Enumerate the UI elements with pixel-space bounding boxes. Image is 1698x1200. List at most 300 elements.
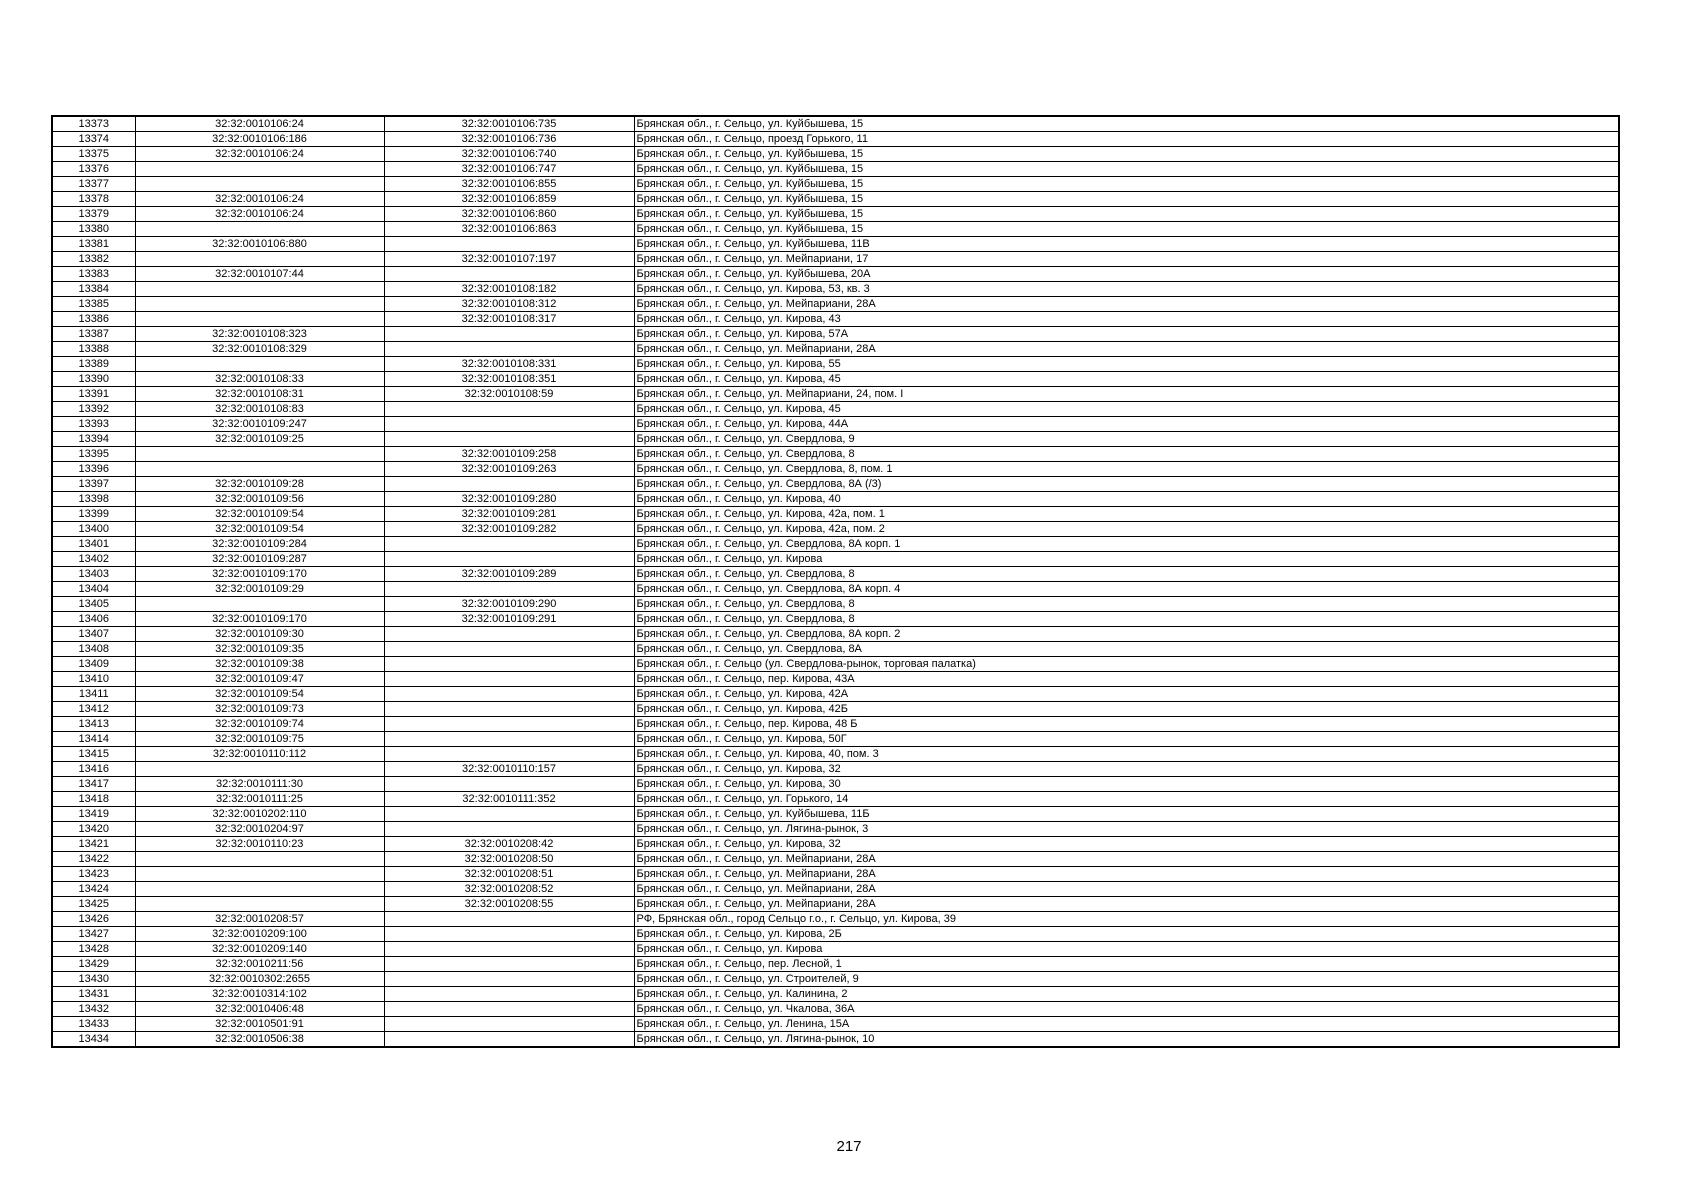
building-cadastral-number-cell: 32:32:0010109:263 (384, 462, 634, 477)
address-cell: Брянская обл., г. Сельцо, ул. Мейпариани, 28А (634, 297, 1619, 312)
building-cadastral-number-cell (384, 927, 634, 942)
building-cadastral-number-cell: 32:32:0010208:55 (384, 897, 634, 912)
building-cadastral-number-cell: 32:32:0010106:863 (384, 222, 634, 237)
table-row (52, 492, 1619, 507)
address-cell: Брянская обл., г. Сельцо, ул. Куйбышева, 15 (634, 162, 1619, 177)
land-cadastral-number-cell: 32:32:0010109:287 (135, 552, 384, 567)
building-cadastral-number-cell (384, 912, 634, 927)
address-cell: Брянская обл., г. Сельцо, ул. Свердлова, 8 (634, 567, 1619, 582)
table-row (52, 762, 1619, 777)
land-cadastral-number-cell: 32:32:0010108:83 (135, 402, 384, 417)
address-cell: Брянская обл., г. Сельцо, ул. Свердлова, 9 (634, 432, 1619, 447)
building-cadastral-number-cell: 32:32:0010208:52 (384, 882, 634, 897)
record-number-cell: 13424 (52, 882, 135, 897)
building-cadastral-number-cell: 32:32:0010108:331 (384, 357, 634, 372)
table-row (52, 447, 1619, 462)
building-cadastral-number-cell: 32:32:0010111:352 (384, 792, 634, 807)
address-cell: Брянская обл., г. Сельцо, ул. Кирова, 43 (634, 312, 1619, 327)
record-number-cell: 13421 (52, 837, 135, 852)
land-cadastral-number-cell: 32:32:0010109:28 (135, 477, 384, 492)
record-number-cell: 13380 (52, 222, 135, 237)
land-cadastral-number-cell: 32:32:0010107:44 (135, 267, 384, 282)
address-cell: Брянская обл., г. Сельцо, ул. Куйбышева, 11Б (634, 807, 1619, 822)
land-cadastral-number-cell: 32:32:0010109:54 (135, 522, 384, 537)
building-cadastral-number-cell: 32:32:0010208:51 (384, 867, 634, 882)
land-cadastral-number-cell: 32:32:0010204:97 (135, 822, 384, 837)
address-cell: Брянская обл., г. Сельцо, ул. Куйбышева, 15 (634, 222, 1619, 237)
building-cadastral-number-cell (384, 642, 634, 657)
building-cadastral-number-cell (384, 687, 634, 702)
building-cadastral-number-cell (384, 582, 634, 597)
record-number-cell: 13416 (52, 762, 135, 777)
table-row (52, 867, 1619, 882)
address-cell: Брянская обл., г. Сельцо (ул. Свердлова-рынок, торговая палатка) (634, 657, 1619, 672)
building-cadastral-number-cell (384, 732, 634, 747)
record-number-cell: 13417 (52, 777, 135, 792)
land-cadastral-number-cell (135, 177, 384, 192)
building-cadastral-number-cell: 32:32:0010106:747 (384, 162, 634, 177)
address-cell: Брянская обл., г. Сельцо, ул. Калинина, 2 (634, 987, 1619, 1002)
building-cadastral-number-cell: 32:32:0010208:42 (384, 837, 634, 852)
address-cell: Брянская обл., г. Сельцо, ул. Кирова, 42а, пом. 2 (634, 522, 1619, 537)
record-number-cell: 13378 (52, 192, 135, 207)
table-row (52, 132, 1619, 147)
record-number-cell: 13415 (52, 747, 135, 762)
land-cadastral-number-cell (135, 762, 384, 777)
table-row (52, 462, 1619, 477)
table-row (52, 252, 1619, 267)
building-cadastral-number-cell (384, 342, 634, 357)
building-cadastral-number-cell: 32:32:0010106:860 (384, 207, 634, 222)
address-cell: Брянская обл., г. Сельцо, ул. Мейпариани, 17 (634, 252, 1619, 267)
table-row (52, 417, 1619, 432)
land-cadastral-number-cell: 32:32:0010111:30 (135, 777, 384, 792)
land-cadastral-number-cell (135, 252, 384, 267)
land-cadastral-number-cell (135, 867, 384, 882)
address-cell: Брянская обл., г. Сельцо, ул. Куйбышева, 15 (634, 177, 1619, 192)
address-cell: Брянская обл., г. Сельцо, ул. Мейпариани, 28А (634, 342, 1619, 357)
record-number-cell: 13396 (52, 462, 135, 477)
land-cadastral-number-cell: 32:32:0010109:25 (135, 432, 384, 447)
building-cadastral-number-cell: 32:32:0010109:291 (384, 612, 634, 627)
land-cadastral-number-cell: 32:32:0010109:56 (135, 492, 384, 507)
address-cell: Брянская обл., г. Сельцо, ул. Свердлова, 8А корп. 1 (634, 537, 1619, 552)
record-number-cell: 13377 (52, 177, 135, 192)
record-number-cell: 13394 (52, 432, 135, 447)
address-cell: Брянская обл., г. Сельцо, ул. Куйбышева, 15 (634, 116, 1619, 132)
building-cadastral-number-cell: 32:32:0010108:59 (384, 387, 634, 402)
table-row (52, 1002, 1619, 1017)
record-number-cell: 13393 (52, 417, 135, 432)
building-cadastral-number-cell (384, 987, 634, 1002)
building-cadastral-number-cell: 32:32:0010108:312 (384, 297, 634, 312)
address-cell: Брянская обл., г. Сельцо, ул. Чкалова, 36А (634, 1002, 1619, 1017)
table-row (52, 882, 1619, 897)
table-row (52, 192, 1619, 207)
table-row (52, 732, 1619, 747)
record-number-cell: 13409 (52, 657, 135, 672)
record-number-cell: 13391 (52, 387, 135, 402)
table-row (52, 912, 1619, 927)
table-row (52, 327, 1619, 342)
register-table-body (52, 116, 1619, 1047)
record-number-cell: 13427 (52, 927, 135, 942)
record-number-cell: 13412 (52, 702, 135, 717)
record-number-cell: 13425 (52, 897, 135, 912)
building-cadastral-number-cell (384, 717, 634, 732)
building-cadastral-number-cell: 32:32:0010106:735 (384, 116, 634, 132)
record-number-cell: 13384 (52, 282, 135, 297)
address-cell: Брянская обл., г. Сельцо, ул. Куйбышева, 15 (634, 147, 1619, 162)
record-number-cell: 13434 (52, 1032, 135, 1048)
land-cadastral-number-cell (135, 297, 384, 312)
address-cell: Брянская обл., г. Сельцо, ул. Кирова, 57А (634, 327, 1619, 342)
table-row (52, 222, 1619, 237)
table-row (52, 357, 1619, 372)
record-number-cell: 13379 (52, 207, 135, 222)
record-number-cell: 13414 (52, 732, 135, 747)
building-cadastral-number-cell (384, 267, 634, 282)
record-number-cell: 13397 (52, 477, 135, 492)
building-cadastral-number-cell (384, 672, 634, 687)
address-cell: Брянская обл., г. Сельцо, ул. Кирова, 55 (634, 357, 1619, 372)
address-cell: Брянская обл., г. Сельцо, ул. Кирова, 45 (634, 402, 1619, 417)
building-cadastral-number-cell (384, 1032, 634, 1048)
land-cadastral-number-cell (135, 882, 384, 897)
record-number-cell: 13374 (52, 132, 135, 147)
address-cell: Брянская обл., г. Сельцо, ул. Свердлова, 8, пом. 1 (634, 462, 1619, 477)
building-cadastral-number-cell: 32:32:0010108:351 (384, 372, 634, 387)
land-cadastral-number-cell: 32:32:0010506:38 (135, 1032, 384, 1048)
table-row (52, 372, 1619, 387)
building-cadastral-number-cell: 32:32:0010109:281 (384, 507, 634, 522)
record-number-cell: 13373 (52, 116, 135, 132)
register-table (51, 115, 1620, 1048)
table-row (52, 282, 1619, 297)
record-number-cell: 13411 (52, 687, 135, 702)
table-row (52, 1032, 1619, 1048)
table-row (52, 267, 1619, 282)
record-number-cell: 13376 (52, 162, 135, 177)
table-row (52, 387, 1619, 402)
land-cadastral-number-cell: 32:32:0010106:24 (135, 147, 384, 162)
table-row (52, 237, 1619, 252)
record-number-cell: 13402 (52, 552, 135, 567)
address-cell: РФ, Брянская обл., город Сельцо г.о., г. Сельцо, ул. Кирова, 39 (634, 912, 1619, 927)
land-cadastral-number-cell (135, 897, 384, 912)
address-cell: Брянская обл., г. Сельцо, пер. Кирова, 48 Б (634, 717, 1619, 732)
building-cadastral-number-cell (384, 942, 634, 957)
page-number: 217 (836, 1138, 862, 1155)
table-row (52, 897, 1619, 912)
building-cadastral-number-cell: 32:32:0010110:157 (384, 762, 634, 777)
table-row (52, 1017, 1619, 1032)
table-row (52, 477, 1619, 492)
address-cell: Брянская обл., г. Сельцо, ул. Кирова, 30 (634, 777, 1619, 792)
table-row (52, 207, 1619, 222)
address-cell: Брянская обл., г. Сельцо, ул. Кирова, 44А (634, 417, 1619, 432)
record-number-cell: 13433 (52, 1017, 135, 1032)
building-cadastral-number-cell (384, 627, 634, 642)
address-cell: Брянская обл., г. Сельцо, ул. Кирова, 40, пом. 3 (634, 747, 1619, 762)
table-row (52, 807, 1619, 822)
record-number-cell: 13405 (52, 597, 135, 612)
table-row (52, 702, 1619, 717)
record-number-cell: 13392 (52, 402, 135, 417)
table-row (52, 522, 1619, 537)
building-cadastral-number-cell (384, 477, 634, 492)
table-row (52, 537, 1619, 552)
land-cadastral-number-cell: 32:32:0010106:880 (135, 237, 384, 252)
table-row (52, 552, 1619, 567)
record-number-cell: 13429 (52, 957, 135, 972)
table-row (52, 942, 1619, 957)
address-cell: Брянская обл., г. Сельцо, ул. Кирова (634, 552, 1619, 567)
address-cell: Брянская обл., г. Сельцо, ул. Кирова (634, 942, 1619, 957)
land-cadastral-number-cell: 32:32:0010106:24 (135, 192, 384, 207)
table-row (52, 597, 1619, 612)
building-cadastral-number-cell: 32:32:0010106:740 (384, 147, 634, 162)
land-cadastral-number-cell: 32:32:0010109:170 (135, 567, 384, 582)
record-number-cell: 13395 (52, 447, 135, 462)
land-cadastral-number-cell: 32:32:0010109:29 (135, 582, 384, 597)
address-cell: Брянская обл., г. Сельцо, ул. Кирова, 53, кв. 3 (634, 282, 1619, 297)
record-number-cell: 13422 (52, 852, 135, 867)
table-row (52, 792, 1619, 807)
address-cell: Брянская обл., г. Сельцо, ул. Кирова, 45 (634, 372, 1619, 387)
address-cell: Брянская обл., г. Сельцо, ул. Свердлова, 8А корп. 4 (634, 582, 1619, 597)
land-cadastral-number-cell: 32:32:0010108:329 (135, 342, 384, 357)
table-row (52, 672, 1619, 687)
table-row (52, 717, 1619, 732)
address-cell: Брянская обл., г. Сельцо, проезд Горького, 11 (634, 132, 1619, 147)
address-cell: Брянская обл., г. Сельцо, ул. Кирова, 32 (634, 762, 1619, 777)
record-number-cell: 13431 (52, 987, 135, 1002)
address-cell: Брянская обл., г. Сельцо, ул. Кирова, 42Б (634, 702, 1619, 717)
record-number-cell: 13406 (52, 612, 135, 627)
land-cadastral-number-cell: 32:32:0010106:24 (135, 207, 384, 222)
table-row (52, 687, 1619, 702)
land-cadastral-number-cell: 32:32:0010108:31 (135, 387, 384, 402)
building-cadastral-number-cell (384, 807, 634, 822)
table-row (52, 507, 1619, 522)
address-cell: Брянская обл., г. Сельцо, ул. Мейпариани, 28А (634, 897, 1619, 912)
address-cell: Брянская обл., г. Сельцо, ул. Кирова, 50Г (634, 732, 1619, 747)
table-row (52, 297, 1619, 312)
record-number-cell: 13375 (52, 147, 135, 162)
land-cadastral-number-cell: 32:32:0010109:47 (135, 672, 384, 687)
record-number-cell: 13423 (52, 867, 135, 882)
table-row (52, 582, 1619, 597)
building-cadastral-number-cell: 32:32:0010108:317 (384, 312, 634, 327)
land-cadastral-number-cell: 32:32:0010109:54 (135, 507, 384, 522)
land-cadastral-number-cell (135, 282, 384, 297)
address-cell: Брянская обл., г. Сельцо, ул. Лягина-рынок, 3 (634, 822, 1619, 837)
address-cell: Брянская обл., г. Сельцо, ул. Свердлова, 8 (634, 612, 1619, 627)
land-cadastral-number-cell: 32:32:0010406:48 (135, 1002, 384, 1017)
land-cadastral-number-cell: 32:32:0010109:73 (135, 702, 384, 717)
address-cell: Брянская обл., г. Сельцо, ул. Кирова, 40 (634, 492, 1619, 507)
table-row (52, 627, 1619, 642)
land-cadastral-number-cell: 32:32:0010106:186 (135, 132, 384, 147)
address-cell: Брянская обл., г. Сельцо, ул. Свердлова, 8А (/3) (634, 477, 1619, 492)
record-number-cell: 13413 (52, 717, 135, 732)
address-cell: Брянская обл., г. Сельцо, ул. Кирова, 32 (634, 837, 1619, 852)
table-row (52, 657, 1619, 672)
land-cadastral-number-cell (135, 597, 384, 612)
land-cadastral-number-cell: 32:32:0010314:102 (135, 987, 384, 1002)
record-number-cell: 13408 (52, 642, 135, 657)
record-number-cell: 13432 (52, 1002, 135, 1017)
land-cadastral-number-cell: 32:32:0010109:284 (135, 537, 384, 552)
table-row (52, 822, 1619, 837)
building-cadastral-number-cell: 32:32:0010106:859 (384, 192, 634, 207)
record-number-cell: 13428 (52, 942, 135, 957)
land-cadastral-number-cell: 32:32:0010209:100 (135, 927, 384, 942)
building-cadastral-number-cell: 32:32:0010208:50 (384, 852, 634, 867)
building-cadastral-number-cell: 32:32:0010107:197 (384, 252, 634, 267)
record-number-cell: 13383 (52, 267, 135, 282)
table-row (52, 432, 1619, 447)
table-row (52, 747, 1619, 762)
address-cell: Брянская обл., г. Сельцо, ул. Строителей, 9 (634, 972, 1619, 987)
land-cadastral-number-cell (135, 222, 384, 237)
building-cadastral-number-cell (384, 957, 634, 972)
building-cadastral-number-cell (384, 747, 634, 762)
building-cadastral-number-cell (384, 327, 634, 342)
table-row (52, 402, 1619, 417)
land-cadastral-number-cell: 32:32:0010109:75 (135, 732, 384, 747)
table-row (52, 927, 1619, 942)
table-row (52, 852, 1619, 867)
address-cell: Брянская обл., г. Сельцо, пер. Лесной, 1 (634, 957, 1619, 972)
land-cadastral-number-cell (135, 312, 384, 327)
land-cadastral-number-cell: 32:32:0010209:140 (135, 942, 384, 957)
record-number-cell: 13403 (52, 567, 135, 582)
land-cadastral-number-cell: 32:32:0010108:33 (135, 372, 384, 387)
address-cell: Брянская обл., г. Сельцо, ул. Кирова, 42А (634, 687, 1619, 702)
address-cell: Брянская обл., г. Сельцо, ул. Свердлова, 8 (634, 597, 1619, 612)
building-cadastral-number-cell: 32:32:0010109:258 (384, 447, 634, 462)
table-row (52, 116, 1619, 132)
building-cadastral-number-cell (384, 702, 634, 717)
building-cadastral-number-cell (384, 777, 634, 792)
land-cadastral-number-cell: 32:32:0010106:24 (135, 116, 384, 132)
building-cadastral-number-cell (384, 537, 634, 552)
record-number-cell: 13398 (52, 492, 135, 507)
land-cadastral-number-cell (135, 162, 384, 177)
record-number-cell: 13401 (52, 537, 135, 552)
building-cadastral-number-cell (384, 657, 634, 672)
address-cell: Брянская обл., г. Сельцо, ул. Свердлова, 8А корп. 2 (634, 627, 1619, 642)
building-cadastral-number-cell (384, 552, 634, 567)
address-cell: Брянская обл., г. Сельцо, ул. Куйбышева, 15 (634, 192, 1619, 207)
address-cell: Брянская обл., г. Сельцо, ул. Кирова, 42а, пом. 1 (634, 507, 1619, 522)
table-row (52, 312, 1619, 327)
building-cadastral-number-cell: 32:32:0010108:182 (384, 282, 634, 297)
address-cell: Брянская обл., г. Сельцо, ул. Кирова, 2Б (634, 927, 1619, 942)
address-cell: Брянская обл., г. Сельцо, ул. Мейпариани, 28А (634, 867, 1619, 882)
address-cell: Брянская обл., г. Сельцо, пер. Кирова, 43А (634, 672, 1619, 687)
record-number-cell: 13430 (52, 972, 135, 987)
record-number-cell: 13385 (52, 297, 135, 312)
record-number-cell: 13381 (52, 237, 135, 252)
building-cadastral-number-cell (384, 1002, 634, 1017)
record-number-cell: 13400 (52, 522, 135, 537)
building-cadastral-number-cell (384, 822, 634, 837)
address-cell: Брянская обл., г. Сельцо, ул. Мейпариани, 28А (634, 852, 1619, 867)
address-cell: Брянская обл., г. Сельцо, ул. Свердлова, 8А (634, 642, 1619, 657)
land-cadastral-number-cell: 32:32:0010202:110 (135, 807, 384, 822)
record-number-cell: 13382 (52, 252, 135, 267)
table-row (52, 777, 1619, 792)
building-cadastral-number-cell (384, 417, 634, 432)
land-cadastral-number-cell: 32:32:0010110:112 (135, 747, 384, 762)
address-cell: Брянская обл., г. Сельцо, ул. Куйбышева, 20А (634, 267, 1619, 282)
land-cadastral-number-cell: 32:32:0010109:74 (135, 717, 384, 732)
record-number-cell: 13407 (52, 627, 135, 642)
record-number-cell: 13426 (52, 912, 135, 927)
table-row (52, 612, 1619, 627)
building-cadastral-number-cell: 32:32:0010109:290 (384, 597, 634, 612)
land-cadastral-number-cell: 32:32:0010302:2655 (135, 972, 384, 987)
address-cell: Брянская обл., г. Сельцо, ул. Куйбышева, 15 (634, 207, 1619, 222)
land-cadastral-number-cell (135, 462, 384, 477)
building-cadastral-number-cell: 32:32:0010109:280 (384, 492, 634, 507)
building-cadastral-number-cell (384, 1017, 634, 1032)
building-cadastral-number-cell: 32:32:0010106:855 (384, 177, 634, 192)
table-row (52, 342, 1619, 357)
land-cadastral-number-cell: 32:32:0010109:247 (135, 417, 384, 432)
record-number-cell: 13419 (52, 807, 135, 822)
table-row (52, 987, 1619, 1002)
record-number-cell: 13420 (52, 822, 135, 837)
land-cadastral-number-cell: 32:32:0010208:57 (135, 912, 384, 927)
land-cadastral-number-cell (135, 357, 384, 372)
record-number-cell: 13388 (52, 342, 135, 357)
land-cadastral-number-cell: 32:32:0010109:30 (135, 627, 384, 642)
land-cadastral-number-cell: 32:32:0010110:23 (135, 837, 384, 852)
table-row (52, 642, 1619, 657)
table-row (52, 957, 1619, 972)
table-row (52, 147, 1619, 162)
land-cadastral-number-cell (135, 447, 384, 462)
land-cadastral-number-cell: 32:32:0010109:35 (135, 642, 384, 657)
land-cadastral-number-cell: 32:32:0010109:170 (135, 612, 384, 627)
table-row (52, 837, 1619, 852)
address-cell: Брянская обл., г. Сельцо, ул. Ленина, 15А (634, 1017, 1619, 1032)
record-number-cell: 13418 (52, 792, 135, 807)
building-cadastral-number-cell (384, 972, 634, 987)
address-cell: Брянская обл., г. Сельцо, ул. Горького, 14 (634, 792, 1619, 807)
land-cadastral-number-cell: 32:32:0010111:25 (135, 792, 384, 807)
building-cadastral-number-cell (384, 432, 634, 447)
address-cell: Брянская обл., г. Сельцо, ул. Мейпариани, 24, пом. I (634, 387, 1619, 402)
land-cadastral-number-cell: 32:32:0010501:91 (135, 1017, 384, 1032)
address-cell: Брянская обл., г. Сельцо, ул. Лягина-рынок, 10 (634, 1032, 1619, 1048)
building-cadastral-number-cell: 32:32:0010109:289 (384, 567, 634, 582)
table-row (52, 567, 1619, 582)
record-number-cell: 13387 (52, 327, 135, 342)
table-row (52, 177, 1619, 192)
record-number-cell: 13410 (52, 672, 135, 687)
land-cadastral-number-cell: 32:32:0010211:56 (135, 957, 384, 972)
record-number-cell: 13386 (52, 312, 135, 327)
record-number-cell: 13399 (52, 507, 135, 522)
building-cadastral-number-cell: 32:32:0010106:736 (384, 132, 634, 147)
record-number-cell: 13404 (52, 582, 135, 597)
land-cadastral-number-cell: 32:32:0010109:54 (135, 687, 384, 702)
